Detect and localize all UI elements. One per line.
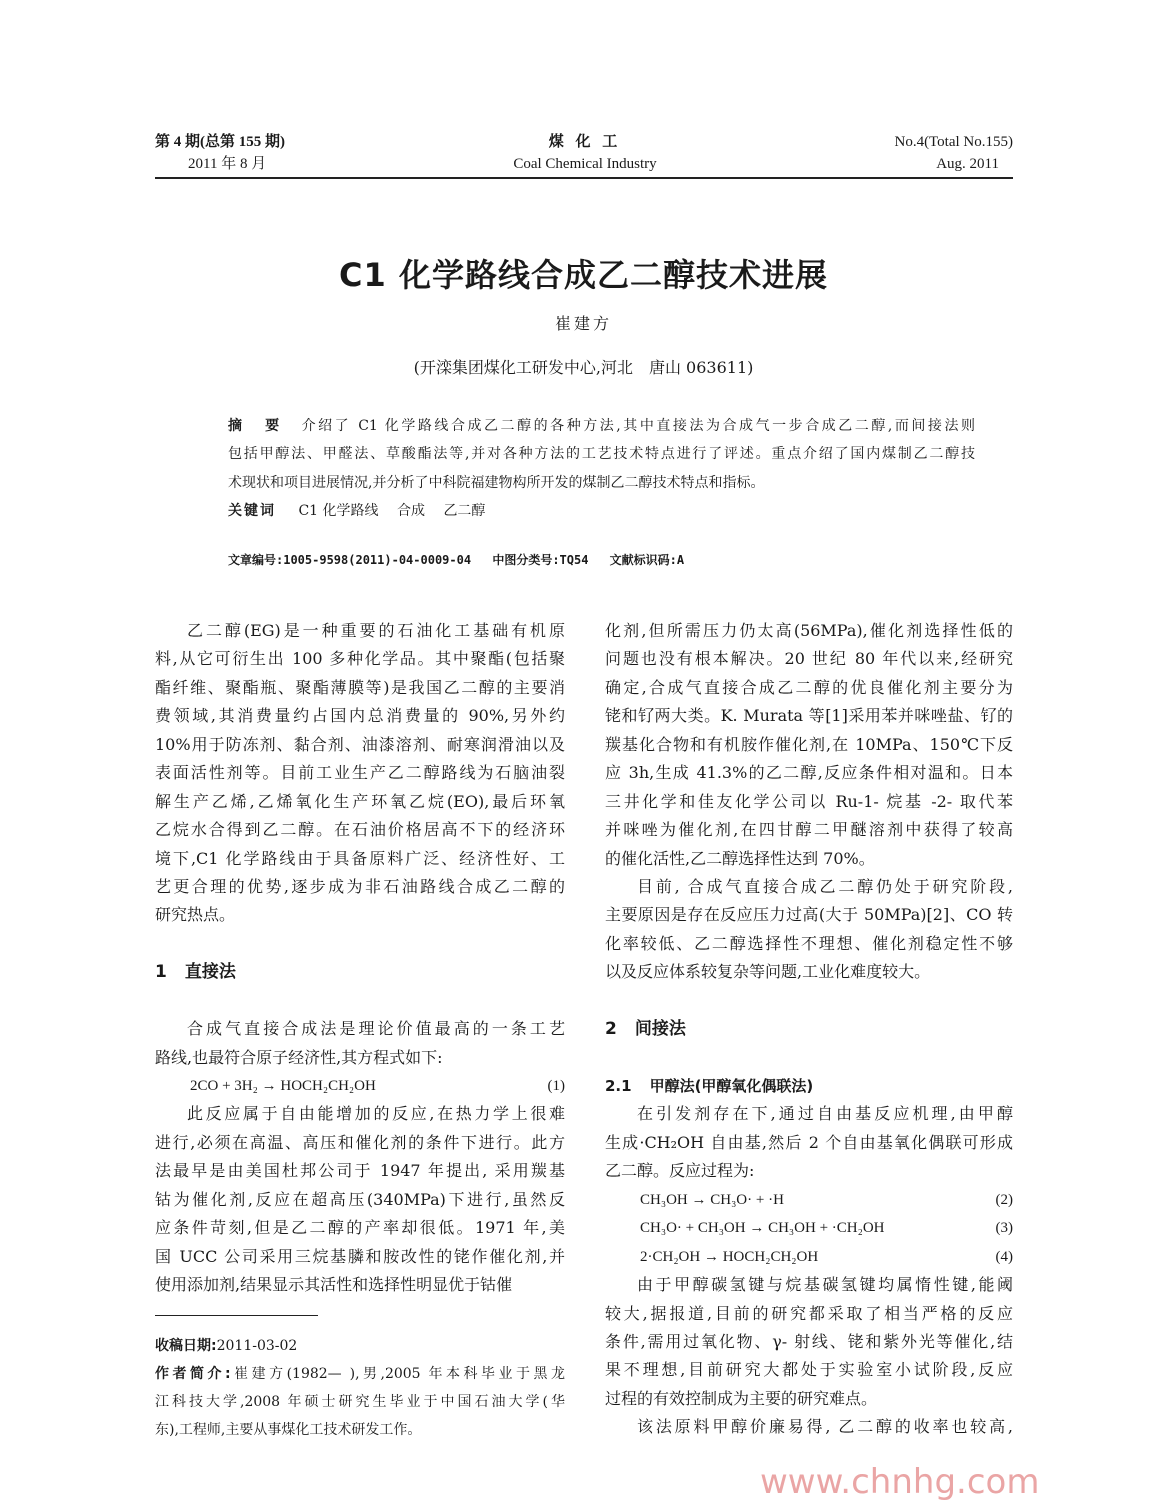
text-line: 化剂,但所需压力仍太高(56MPa),催化剂选择性低的 — [605, 621, 1013, 640]
right-column — [605, 617, 1013, 1442]
text-line: 的催化活性,乙二醇选择性达到 70%。 — [605, 848, 875, 868]
bio-label: 作者简介: — [155, 1366, 231, 1382]
text-line: 路线,也最符合原子经济性,其方程式如下: — [155, 1047, 443, 1067]
text-line: 三井化学和佳友化学公司以 Ru-1- 烷基 -2- 取代苯 — [605, 791, 1013, 811]
text-line: 生成·CH₂OH 自由基,然后 2 个自由基氧化偶联可形成 — [605, 1132, 1013, 1152]
paragraph — [605, 1271, 1013, 1413]
received-date — [155, 1332, 565, 1360]
text-line: 乙二醇(EG)是一种重要的石油化工基础有机原 — [187, 621, 565, 640]
equation — [605, 1243, 1013, 1271]
section-title: 间接法 — [634, 1019, 686, 1040]
text-line: 在引发剂存在下,通过自由基反应机理,由甲醇 — [637, 1104, 1013, 1124]
text-line: 果不理想,目前研究大都处于实验室小试阶段,反应 — [605, 1360, 1013, 1380]
received-label: 收稿日期: — [155, 1338, 217, 1354]
equation — [605, 1186, 1013, 1214]
text-line: 进行,必须在高温、高压和催化剂的条件下进行。此方 — [155, 1132, 565, 1152]
issue-info-cn — [155, 131, 285, 175]
text-line: 化率较低、乙二醇选择性不理想、催化剂稳定性不够 — [605, 933, 1013, 953]
equation-formula: 2CO + 3H₂ → HOCH₂CH₂OH — [190, 1078, 376, 1094]
text-line: 国 UCC 公司采用三烷基膦和胺改性的铑作催化剂,并 — [155, 1246, 565, 1266]
text-line: 合成气直接合成法是理论价值最高的一条工艺 — [187, 1019, 565, 1039]
footnote-rule — [155, 1315, 318, 1316]
author-bio-line: 江科技大学,2008 年硕士研究生毕业于中国石油大学(华 — [155, 1394, 565, 1410]
issue-number-en: No.4(Total No.155) — [894, 134, 1013, 150]
section-title: 甲醇法(甲醇氧化偶联法) — [649, 1077, 814, 1095]
text-line: 法最早是由美国杜邦公司于 1947 年提出, 采用羰基 — [155, 1161, 565, 1181]
blank-line — [155, 987, 565, 1015]
text-line: 较大,据报道,目前的研究都采取了相当严格的反应 — [605, 1303, 1013, 1323]
equation-formula: CH₃O· + CH₃OH → CH₃OH + ·CH₂OH — [640, 1220, 885, 1237]
text-line: 由于甲醇碳氢键与烷基碳氢键均属惰性键,能阈 — [637, 1275, 1013, 1295]
keywords-label: 关键词 — [228, 503, 276, 520]
abstract — [228, 413, 975, 527]
text-line: 确定,合成气直接合成乙二醇的优良催化剂主要分为 — [605, 677, 1013, 697]
section-heading — [605, 1072, 1013, 1100]
author-bio-line — [155, 1360, 565, 1388]
text-line: 乙烷水合得到乙二醇。在石油价格居高不下的经济环 — [155, 820, 565, 840]
abstract-line — [228, 413, 975, 441]
paragraph — [155, 1100, 565, 1299]
footnote — [155, 1332, 565, 1444]
received-value: 2011-03-02 — [216, 1338, 298, 1354]
section-title: 直接法 — [184, 962, 236, 983]
blank-line — [605, 1044, 1013, 1072]
section-number: 2 — [605, 1019, 617, 1040]
section-number: 2.1 — [605, 1077, 632, 1095]
header-rule — [155, 177, 1013, 179]
text-line: 铑和钌两大类。K. Murata 等[1]采用苯并咪唑盐、钌的 — [605, 706, 1013, 726]
text-line: 目前, 合成气直接合成乙二醇仍处于研究阶段, — [637, 876, 1013, 896]
paragraph — [605, 873, 1013, 987]
abstract-text: 介绍了 C1 化学路线合成乙二醇的各种方法,其中直接法为合成气一步合成乙二醇,而间接法则 — [301, 418, 975, 434]
paragraph — [155, 1015, 565, 1072]
author-name: 崔建方 — [554, 314, 612, 333]
left-column — [155, 617, 565, 1300]
paragraph — [605, 617, 1013, 873]
document-code: 文献标识码:A — [609, 553, 685, 567]
abstract-line: 包括甲醇法、甲醛法、草酸酯法等,并对各种方法的工艺技术特点进行了评述。重点介绍了国内煤制乙二醇技 — [228, 446, 975, 463]
issue-number-cn: 第 4 期(总第 155 期) — [155, 134, 285, 150]
paragraph — [605, 1100, 1013, 1185]
keywords — [228, 498, 975, 526]
blank-line — [605, 987, 1013, 1015]
text-line: 境下,C1 化学路线由于具备原料广泛、经济性好、工 — [155, 848, 565, 868]
equation-number: (2) — [995, 1191, 1013, 1208]
paragraph — [155, 617, 565, 930]
journal-name — [480, 131, 690, 175]
text-line: 羰基化合物和有机胺作催化剂,在 10MPa、150℃下反 — [605, 734, 1013, 754]
equation — [605, 1214, 1013, 1242]
text-line: 费领域,其消费量约占国内总消费量的 90%,另外约 — [155, 706, 565, 726]
equation-formula: 2·CH₂OH → HOCH₂CH₂OH — [640, 1248, 819, 1265]
issue-date-en: Aug. 2011 — [936, 156, 999, 172]
equation-number: (1) — [547, 1078, 565, 1094]
text-line: 并咪唑为催化剂,在四甘醇二甲醚溶剂中获得了较高 — [605, 820, 1013, 840]
article-number: 文章编号:1005-9598(2011)-04-0009-04 — [228, 553, 472, 567]
paper-title: C1 化学路线合成乙二醇技术进展 — [339, 256, 828, 294]
text-line: 应条件苛刻,但是乙二醇的产率却很低。1971 年,美 — [155, 1218, 565, 1238]
journal-name-en: Coal Chemical Industry — [513, 156, 657, 172]
equation-number: (3) — [995, 1220, 1013, 1237]
classification-number: 中图分类号:TQ54 — [492, 553, 589, 567]
text-line: 乙二醇。反应过程为: — [605, 1161, 755, 1181]
text-line: 此反应属于自由能增加的反应,在热力学上很难 — [187, 1104, 565, 1124]
blank-line — [155, 930, 565, 958]
equation — [155, 1072, 565, 1100]
section-heading — [155, 958, 565, 986]
bio-text: 崔建方(1982— ),男,2005 年本科毕业于黑龙 — [230, 1366, 565, 1382]
text-line: 问题也没有根本解决。20 世纪 80 年代以来,经研究 — [605, 649, 1013, 669]
paragraph — [605, 1413, 1013, 1441]
text-line: 过程的有效控制成为主要的研究难点。 — [605, 1388, 878, 1408]
section-number: 1 — [155, 962, 167, 983]
text-line: 研究热点。 — [155, 905, 236, 925]
text-line: 该法原料甲醇价廉易得, 乙二醇的收率也较高, — [637, 1417, 1013, 1437]
text-line: 酯纤维、聚酯瓶、聚酯薄膜等)是我国乙二醇的主要消 — [155, 677, 565, 697]
abstract-label: 摘 要 — [228, 418, 284, 434]
journal-name-cn: 煤 化 工 — [548, 134, 622, 150]
equation-formula: CH₃OH → CH₃O· + ·H — [640, 1191, 784, 1208]
text-line: 应 3h,生成 41.3%的乙二醇,反应条件相对温和。日本 — [605, 763, 1013, 783]
text-line: 艺更合理的优势,逐步成为非石油路线合成乙二醇的 — [155, 876, 565, 896]
text-line: 以及反应体系较复杂等问题,工业化难度较大。 — [605, 962, 931, 982]
text-line: 料,从它可衍生出 100 多种化学品。其中聚酯(包括聚 — [155, 649, 565, 669]
article-meta — [228, 551, 698, 568]
text-line: 钴为催化剂,反应在超高压(340MPa)下进行,虽然反 — [155, 1189, 565, 1209]
text-line: 解生产乙烯,乙烯氧化生产环氧乙烷(EO),最后环氧 — [155, 791, 565, 811]
abstract-line: 术现状和项目进展情况,并分析了中科院福建物构所开发的煤制乙二醇技术特点和指标。 — [228, 474, 765, 491]
author-bio-line: 东),工程师,主要从事煤化工技术研发工作。 — [155, 1422, 422, 1438]
text-line: 条件,需用过氧化物、γ- 射线、铑和紫外光等催化,结 — [605, 1331, 1013, 1351]
text-line: 表面活性剂等。目前工业生产乙二醇路线为石脑油裂 — [155, 763, 565, 783]
author-affiliation: (开滦集团煤化工研发中心,河北 唐山 063611) — [413, 358, 754, 377]
issue-info-en — [894, 131, 1013, 175]
equation-number: (4) — [995, 1248, 1013, 1265]
text-line: 主要原因是存在反应压力过高(大于 50MPa)[2]、CO 转 — [605, 905, 1013, 925]
keyword: 乙二醇 — [443, 503, 486, 520]
keyword: 合成 — [396, 503, 425, 520]
text-line: 使用添加剂,结果显示其活性和选择性明显优于钴催 — [155, 1275, 513, 1295]
section-heading — [605, 1015, 1013, 1043]
watermark: www.chnhg.com — [760, 1462, 1040, 1502]
text-line: 10%用于防冻剂、黏合剂、油漆溶剂、耐寒润滑油以及 — [155, 734, 565, 754]
keyword: C1 化学路线 — [298, 503, 379, 520]
issue-date-cn: 2011 年 8 月 — [188, 156, 267, 172]
